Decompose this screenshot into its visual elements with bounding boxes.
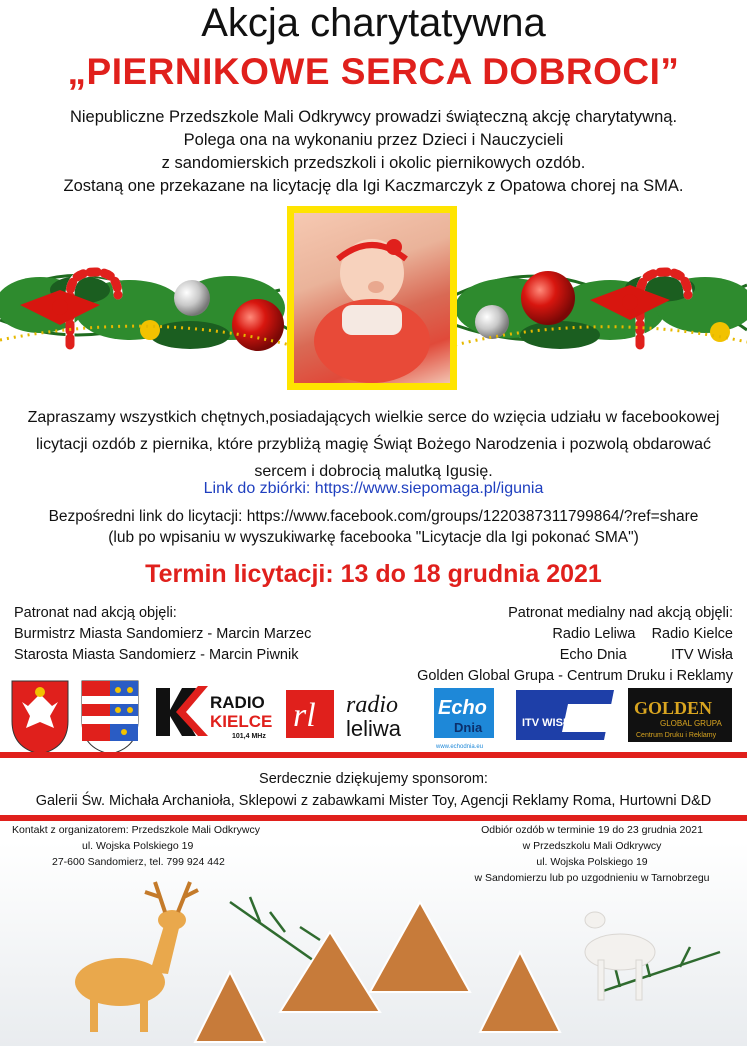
radio-leliwa-logo bbox=[286, 690, 402, 741]
thanks-heading: Serdecznie dziękujemy sponsorom: bbox=[259, 771, 488, 787]
patron-item: Starosta Miasta Sandomierz - Marcin Piwnik bbox=[14, 647, 299, 663]
patronage-block bbox=[14, 603, 311, 666]
sponsors-block bbox=[0, 768, 747, 812]
invite-line: sercem i dobrocią malutką Igusię. bbox=[254, 463, 493, 480]
auction-term: Termin licytacji: 13 do 18 grudnia 2021 bbox=[145, 560, 602, 588]
intro-line: Niepubliczne Przedszkole Mali Odkrywcy prowadzi świąteczną akcję charytatywną. bbox=[69, 108, 678, 126]
itv-wisla-logo bbox=[516, 690, 614, 740]
pickup-line: ul. Wojska Polskiego 19 bbox=[536, 856, 648, 868]
golden-big: GOLDEN bbox=[634, 698, 713, 718]
child-photo bbox=[294, 213, 450, 383]
rk-kielce: KIELCE bbox=[210, 712, 273, 731]
coat-of-arms-sandomierz bbox=[12, 681, 68, 754]
echo-bottom: Dnia bbox=[454, 720, 483, 735]
divider bbox=[0, 752, 747, 758]
campaign-name: „PIERNIKOWE SERCA DOBROCI” bbox=[67, 51, 680, 92]
coat-of-arms-powiat bbox=[82, 681, 138, 754]
rk-radio: RADIO bbox=[210, 693, 265, 712]
contact-block bbox=[12, 822, 260, 870]
media-patron: Echo Dnia bbox=[559, 647, 627, 663]
child-photo-frame bbox=[287, 206, 457, 390]
golden-small: GLOBAL GRUPA bbox=[660, 719, 722, 728]
intro-line: z sandomierskich przedszkoli i okolic piernikowych ozdób. bbox=[161, 154, 586, 172]
invitation-text bbox=[0, 404, 747, 485]
page-title: Akcja charytatywna bbox=[201, 1, 546, 45]
rl-radio: radio bbox=[346, 692, 399, 718]
rl-letters: rl bbox=[293, 697, 316, 734]
golden-tag: Centrum Druku i Reklamy bbox=[636, 732, 717, 739]
divider bbox=[0, 815, 747, 821]
pickup-line: w Sandomierzu lub po uzgodnieniu w Tarnobrzegu bbox=[474, 872, 710, 884]
echo-url: www.echodnia.eu bbox=[436, 744, 484, 750]
patron-item: Burmistrz Miasta Sandomierz - Marcin Marzec bbox=[14, 626, 312, 642]
golden-global-logo bbox=[628, 688, 732, 742]
sponsors-list: Galerii Św. Michała Archanioła, Sklepowi z zabawkami Mister Toy, Agencji Reklamy Roma, Hurtowni D&D bbox=[35, 793, 712, 809]
rl-leliwa: leliwa bbox=[346, 716, 402, 741]
intro-text bbox=[0, 106, 747, 198]
media-patron: ITV Wisła bbox=[670, 647, 733, 663]
pickup-block bbox=[447, 822, 737, 886]
media-patronage-block bbox=[417, 603, 733, 687]
media-patron: Golden Global Grupa - Centrum Druku i Reklamy bbox=[417, 668, 733, 684]
echo-top: Echo bbox=[438, 697, 487, 719]
itv-text: ITV WISŁA bbox=[522, 717, 578, 729]
logos-row bbox=[0, 676, 747, 756]
media-patron: Radio Kielce bbox=[651, 626, 733, 642]
contact-line: ul. Wojska Polskiego 19 bbox=[82, 840, 194, 852]
patronage-heading: Patronat nad akcją objęli: bbox=[14, 605, 177, 621]
invite-line: licytacji ozdób z piernika, które przybliżą magię Świąt Bożego Narodzenia i pozwolą obdarować bbox=[35, 436, 711, 453]
search-hint: (lub po wpisaniu w wyszukiwarkę facebooka "Licytacje dla Igi pokonać SMA") bbox=[108, 529, 639, 546]
radio-kielce-logo bbox=[156, 686, 272, 740]
intro-line: Zostaną one przekazane na licytację dla Igi Kaczmarczyk z Opatowa chorej na SMA. bbox=[63, 177, 684, 195]
invite-line: Zapraszamy wszystkich chętnych,posiadających wielkie serce do wzięcia udziału w facebookowej bbox=[27, 409, 720, 426]
intro-line: Polega ona na wykonaniu przez Dzieci i Nauczycieli bbox=[183, 131, 564, 149]
pickup-line: w Przedszkolu Mali Odkrywcy bbox=[522, 840, 662, 852]
rk-freq: 101,4 MHz bbox=[232, 733, 266, 740]
media-patron: Radio Leliwa bbox=[552, 626, 636, 642]
auction-links bbox=[0, 506, 747, 548]
echo-dnia-logo bbox=[434, 688, 494, 750]
media-patronage-heading: Patronat medialny nad akcją objęli: bbox=[508, 605, 733, 621]
auction-link[interactable]: Bezpośredni link do licytacji: https://www.facebook.com/groups/1220387311799864/?ref=share bbox=[48, 508, 699, 525]
contact-line: 27-600 Sandomierz, tel. 799 924 442 bbox=[52, 856, 225, 868]
contact-line: Kontakt z organizatorem: Przedszkole Mali Odkrywcy bbox=[12, 824, 261, 836]
fundraiser-link[interactable]: Link do zbiórki: https://www.siepomaga.pl/igunia bbox=[203, 480, 544, 497]
pickup-line: Odbiór ozdób w terminie 19 do 23 grudnia 2021 bbox=[481, 824, 703, 836]
